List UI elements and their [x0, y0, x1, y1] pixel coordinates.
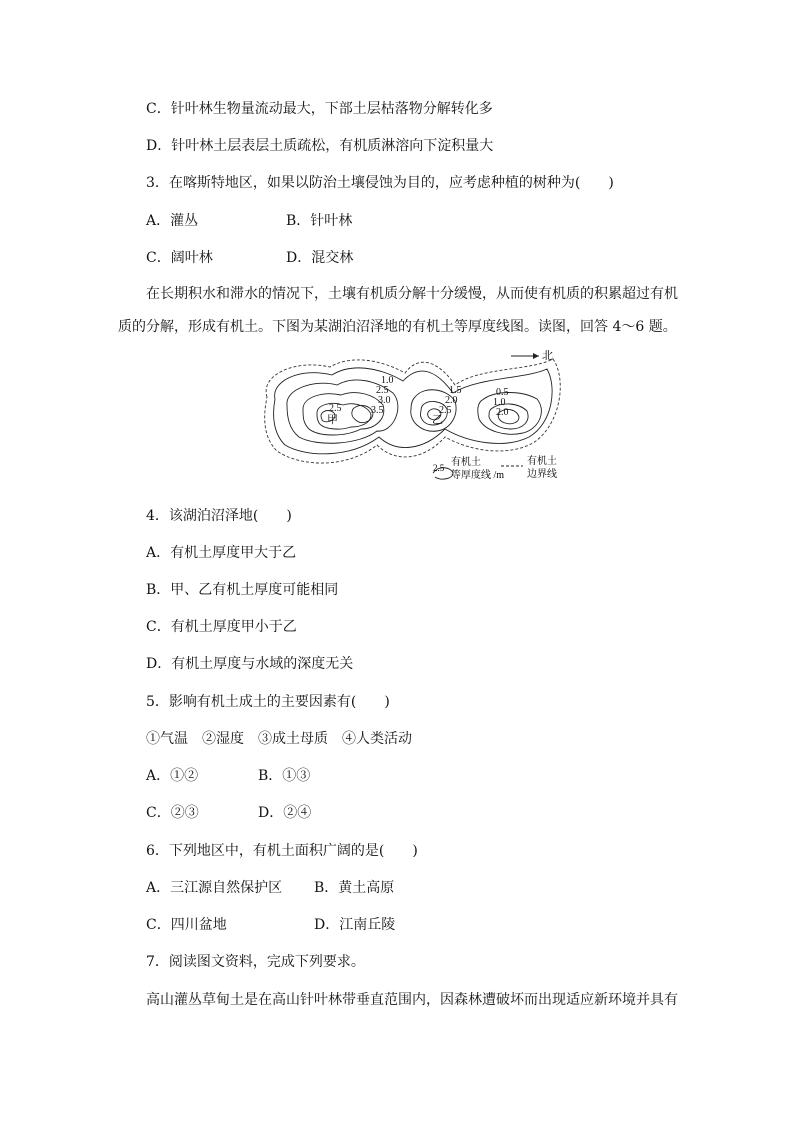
q3-option-c: C．阔叶林: [146, 250, 213, 266]
q3-stem: 3．在喀斯特地区，如果以防治土壤侵蚀为目的，应考虑种植的树种为( ): [146, 175, 614, 191]
q6-option-d: D．江南丘陵: [314, 917, 396, 933]
contour-label: 2.5: [376, 385, 389, 396]
q5-option-d: D．②④: [258, 805, 312, 821]
contour-label: 3.5: [371, 405, 384, 416]
legend-boundary-label-1: 有机土: [527, 456, 557, 467]
q5-items: ①气温 ②湿度 ③成土母质 ④人类活动: [146, 731, 412, 747]
north-label: 北: [542, 350, 553, 362]
boundary-line: [265, 359, 561, 463]
contour-label: 2.0: [496, 407, 509, 418]
q5-stem: 5．影响有机土成土的主要因素有( ): [146, 694, 390, 710]
intro-paragraph: 在长期积水和滞水的情况下，土壤有机质分解十分缓慢，从而使有机质的积累超过有机质的分解，形成有机土。下图为某湖泊沼泽地的有机土等厚度线图。读图，回答 4～6 题。: [118, 286, 678, 335]
q6-options-cd: [146, 915, 395, 935]
contour-label: 2.5: [439, 405, 452, 416]
q5-option-a: A．①②: [146, 768, 199, 784]
q5-option-b: B．①③: [258, 768, 311, 784]
legend-contour-label-2: 等厚度线 /m: [451, 470, 505, 481]
contour-label: 3.0: [378, 395, 391, 406]
q5-options-ab: [146, 766, 310, 786]
q4-option-b: B．甲、乙有机土厚度可能相同: [146, 582, 339, 598]
yi-label: 乙: [432, 414, 443, 426]
contour-label: 1.0: [493, 397, 506, 408]
q5-option-c: C．②③: [146, 805, 199, 821]
q4-option-d: D．有机土厚度与水域的深度无关: [146, 656, 354, 672]
q3-options-cd: [146, 248, 353, 268]
legend-contour-value: 2.5: [433, 463, 445, 473]
legend-boundary-label-2: 边界线: [527, 469, 557, 480]
q6-option-b: B．黄土高原: [314, 880, 395, 896]
legend-contour-label-1: 有机土: [451, 457, 481, 468]
q6-option-a: A．三江源自然保护区: [146, 880, 283, 896]
q4-stem: 4．该湖泊沼泽地( ): [146, 508, 292, 524]
north-arrow-head: [533, 353, 539, 359]
contour-label: 1.5: [449, 385, 462, 396]
contour-label: 2.5: [329, 403, 342, 414]
q3-option-d: D．混交林: [286, 250, 354, 266]
q7-stem: 7．阅读图文资料，完成下列要求。: [146, 954, 365, 970]
q7-text: 高山灌丛草甸土是在高山针叶林带垂直范围内，因森林遭破坏而出现适应新环境并具有: [146, 992, 678, 1008]
q6-option-c: C．四川盆地: [146, 917, 227, 933]
q2-option-d: D．针叶林土层表层土质疏松，有机质淋溶向下淀积量大: [146, 138, 494, 154]
q3-option-b: B．针叶林: [286, 213, 353, 229]
q6-options-ab: [146, 878, 394, 898]
q4-option-c: C．有机土厚度甲小于乙: [146, 619, 297, 635]
q3-option-a: A．灌丛: [146, 213, 199, 229]
q5-options-cd: [146, 803, 311, 823]
q3-options-ab: [146, 211, 352, 231]
contour-label: 2.0: [445, 395, 458, 406]
contour-label: 1.0: [381, 375, 394, 386]
q4-option-a: A．有机土厚度甲大于乙: [146, 545, 297, 561]
contour-label: 0.5: [496, 387, 509, 398]
jia-label: 甲: [327, 414, 338, 426]
q2-option-c: C．针叶林生物量流动最大，下部土层枯落物分解转化多: [146, 101, 493, 117]
q6-stem: 6．下列地区中，有机土面积广阔的是( ): [146, 843, 418, 859]
organic-soil-isopach-map: [255, 345, 575, 485]
